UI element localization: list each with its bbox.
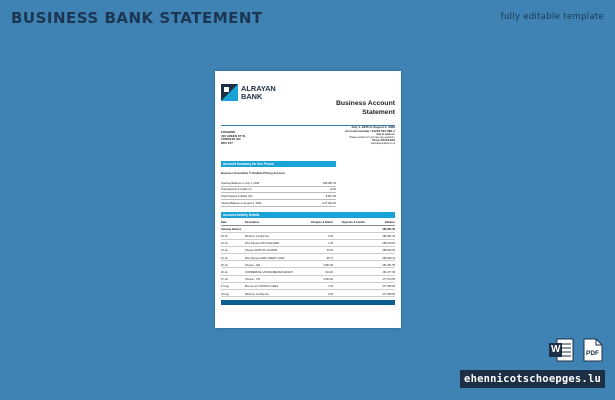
bank-logo	[221, 84, 276, 101]
cell-description: Cheque - 292	[245, 263, 261, 267]
cell-balance: 281,477.95	[382, 271, 395, 274]
cell-description: Minimum monthly fee	[245, 235, 269, 238]
contact-website: www.alrayanbank.co.uk	[370, 142, 395, 145]
table-row	[221, 293, 395, 298]
cell-description: Bus pro serv PAYROLL FEES	[245, 285, 279, 289]
cell-debit: 3,904.00	[323, 278, 333, 282]
pdf-file-icon[interactable]	[583, 338, 603, 367]
summary-header: Account Summary for this Period	[221, 161, 336, 167]
title-line2: Statement	[362, 109, 395, 116]
opening-label: Opening balance	[221, 228, 242, 231]
statement-period-block	[295, 125, 395, 146]
cell-date: 22 Aug	[221, 292, 229, 296]
cell-date: 16 Jul	[221, 249, 228, 253]
cell-balance: 285,943.05	[382, 249, 395, 253]
summary-row	[221, 202, 336, 207]
customer-address	[221, 131, 246, 145]
cell-debit: 96.74	[326, 256, 333, 260]
cell-credit	[333, 285, 365, 288]
summary-value: -8,807.95	[325, 195, 336, 198]
cell-balance: 281,991.95	[382, 263, 395, 267]
pdf-icon-label: PDF	[586, 350, 599, 357]
table-row	[221, 235, 395, 240]
cell-debit: 0.00	[328, 292, 333, 296]
column-header: Deposits & Credits	[341, 221, 365, 224]
account-number: Account number: 01234 567 890-1	[345, 129, 395, 134]
contact-heading: How to reach us:	[376, 134, 395, 137]
cell-balance: 285,981.35	[382, 235, 395, 238]
cell-credit	[333, 235, 365, 238]
cell-debit: 2.30	[328, 242, 333, 246]
summary-value: 289,981.35	[323, 182, 336, 185]
cell-date: 21 Jul	[221, 242, 228, 246]
cell-debit: 514.00	[325, 271, 333, 274]
word-icon-label: W	[551, 344, 561, 355]
table-row	[221, 278, 395, 283]
bank-name-line2: BANK	[241, 91, 263, 101]
footer-bar	[221, 300, 395, 305]
column-header: Cheques & Debits	[310, 221, 333, 224]
summary-label: Total deposits & credits (1)	[221, 188, 252, 191]
cell-date: 24 Jul	[221, 256, 228, 260]
column-header: Description	[245, 221, 260, 224]
cell-balance: 285,846.31	[382, 256, 395, 260]
summary-row	[221, 188, 336, 193]
bank-logo-icon	[221, 84, 238, 101]
page-tagline: fully editable template	[500, 12, 604, 22]
contact-line: Please contact us if you have any questions.	[349, 137, 395, 140]
cell-date: 27 Jul	[221, 278, 228, 282]
bank-name-line1: ALRAYAN	[241, 84, 276, 94]
cell-debit: 3,854.36	[323, 263, 333, 267]
table-row	[221, 271, 395, 276]
cell-date: 17 Aug	[221, 285, 229, 289]
cell-balance: 277,566.95	[382, 292, 395, 296]
summary-value: +0.00	[329, 188, 336, 191]
summary-label: Closing Balance on August 3, 2026	[221, 202, 262, 205]
cell-description: Minimum monthly fee	[245, 292, 269, 296]
address-line: TORONTO ON	[221, 137, 241, 142]
column-header: Balance	[385, 221, 395, 224]
cell-description: Misc Payment PAY FILE FEES	[245, 242, 280, 246]
summary-row	[221, 195, 336, 200]
cell-debit: 0.00	[328, 235, 333, 238]
address-line: 400 GREEN ST W,	[221, 133, 246, 138]
cell-description: COMMERCIAL UNI RECREATED GROUP	[245, 271, 293, 274]
summary-label: Total cheques & debits (16)	[221, 195, 253, 198]
statement-period: July 1, 2025 to August 3, 2026	[351, 125, 395, 129]
table-row	[221, 242, 395, 247]
opening-balance-row	[221, 228, 395, 233]
cell-balance: 277,566.95	[382, 285, 395, 289]
site-watermark[interactable]: ehennicotschoepges.lu	[460, 370, 605, 388]
cell-date: 26 Jul	[221, 271, 228, 274]
cell-description: Misc Payment RBC CREDIT CARD	[245, 256, 285, 260]
cell-debit: 36.00	[326, 249, 333, 253]
summary-row	[221, 182, 336, 187]
cell-description: Cheque #1005 NO 10111168	[245, 249, 278, 253]
table-row	[221, 257, 395, 262]
activity-header: Account Activity Details	[221, 212, 395, 218]
address-line: M5V 2V7	[221, 140, 233, 145]
page-heading: BUSINESS BANK STATEMENT	[11, 9, 263, 27]
summary-subtitle: Business Essentials ® Variable Pricing Account	[221, 171, 285, 175]
table-row	[221, 285, 395, 290]
contact-info	[295, 134, 395, 146]
cell-credit	[333, 257, 365, 260]
cell-date: 25 Jul	[221, 263, 228, 267]
cell-credit	[333, 278, 365, 281]
word-file-icon[interactable]	[548, 338, 575, 367]
cell-credit	[333, 242, 365, 245]
opening-balance: 285,981.35	[382, 228, 395, 231]
cell-date: 05 Jul	[221, 235, 228, 238]
summary-label: Opening Balance on July 1, 2025	[221, 182, 260, 185]
table-row	[221, 249, 395, 254]
cell-credit	[333, 271, 365, 274]
cell-credit	[333, 249, 365, 252]
cell-balance: 285,979.05	[382, 242, 395, 246]
cell-debit: 7.00	[328, 285, 333, 289]
cell-credit	[333, 293, 365, 296]
contact-phone: Phone: 800-000-0000	[372, 140, 395, 142]
summary-value: +277,964.20	[321, 202, 336, 205]
cell-balance: 277,573.95	[382, 278, 395, 282]
activity-table-header	[221, 221, 395, 226]
statement-document	[215, 71, 401, 328]
document-title	[315, 99, 395, 117]
address-line: FOSHORE	[221, 130, 236, 134]
title-line1: Business Account	[335, 100, 395, 107]
table-row	[221, 264, 395, 269]
cell-credit	[333, 264, 365, 267]
column-header: Date	[221, 221, 227, 224]
cell-description: Cheque - 751	[245, 278, 261, 282]
